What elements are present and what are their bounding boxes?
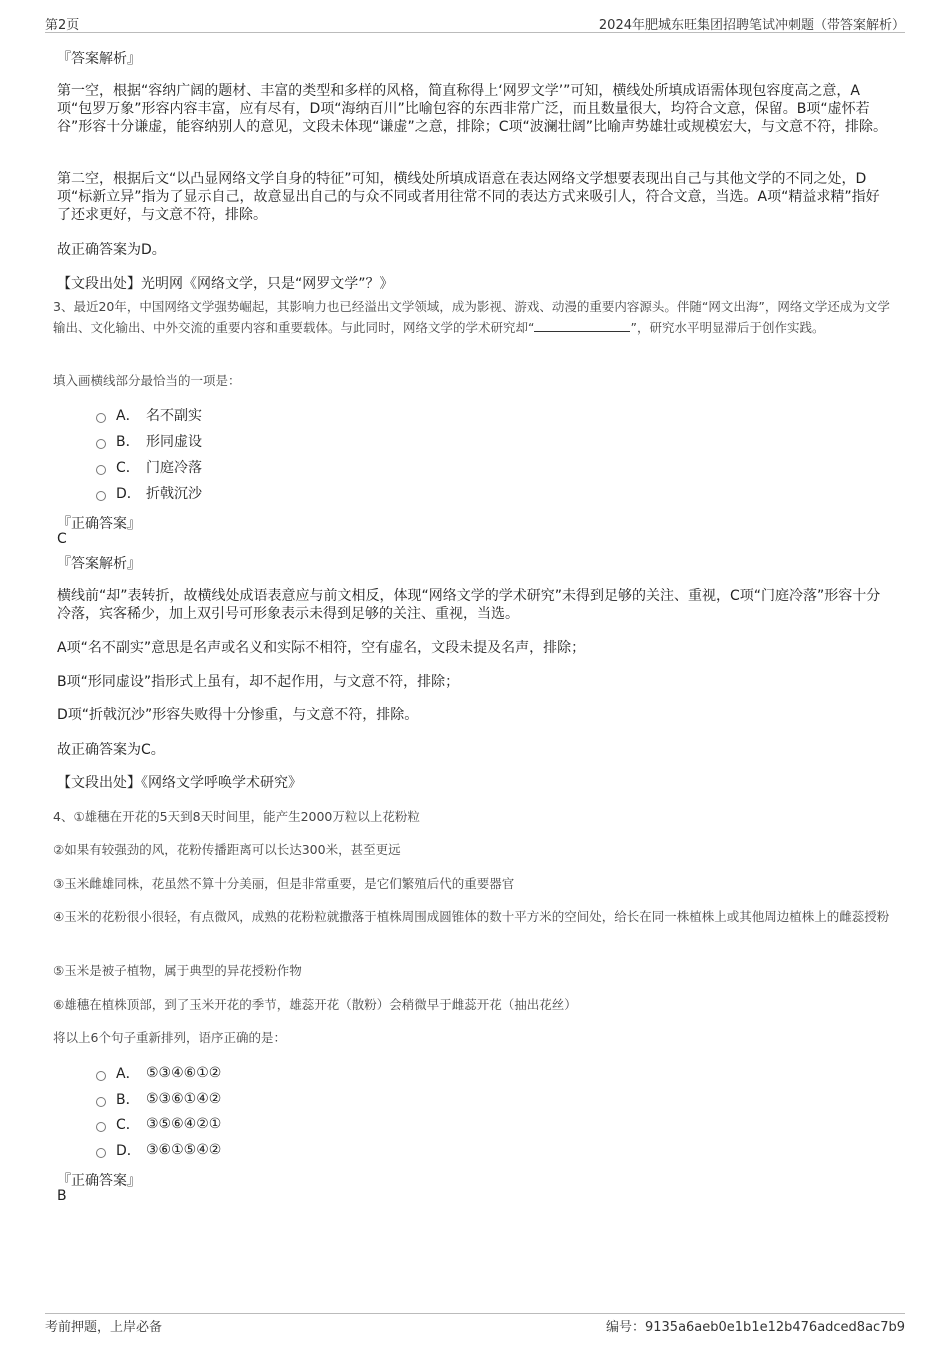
q3-option-b[interactable]: B． 形同虚设 bbox=[96, 431, 202, 451]
radio-icon[interactable] bbox=[96, 1148, 106, 1158]
radio-icon[interactable] bbox=[96, 1097, 106, 1107]
q3-prompt: 填入画横线部分最恰当的一项是： bbox=[53, 373, 241, 388]
q4-option-a[interactable]: A． ⑤③④⑥①② bbox=[96, 1063, 221, 1083]
q3-analysis-p3: B项“形同虚设”指形式上虽有，却不起作用，与文意不符，排除； bbox=[57, 674, 460, 690]
q2-conclusion: 故正确答案为D。 bbox=[57, 242, 166, 258]
q3-analysis-label: 『答案解析』 bbox=[57, 556, 141, 572]
radio-icon[interactable] bbox=[96, 491, 106, 501]
q3-option-d[interactable]: D． 折戟沉沙 bbox=[96, 483, 202, 503]
q4-answer: B bbox=[57, 1188, 67, 1204]
q3-analysis-p4: D项“折戟沉沙”形容失败得十分惨重，与文意不符，排除。 bbox=[57, 707, 419, 723]
q4-option-c[interactable]: C． ③⑤⑥④②① bbox=[96, 1114, 221, 1134]
q3-option-a[interactable]: A． 名不副实 bbox=[96, 405, 202, 425]
q3-analysis-p2: A项“名不副实”意思是名声或名义和实际不相符，空有虚名，文段未提及名声，排除； bbox=[57, 640, 586, 656]
radio-icon[interactable] bbox=[96, 1122, 106, 1132]
q4-sentence-5: ⑤玉米是被子植物，属于典型的异花授粉作物 bbox=[53, 963, 302, 978]
q3-answer-label: 『正确答案』 bbox=[57, 516, 141, 532]
q2-source: 【文段出处】光明网《网络文学，只是“网罗文学”？》 bbox=[57, 276, 394, 292]
document-title: 2024年肥城东旺集团招聘笔试冲刺题（带答案解析） bbox=[598, 18, 905, 33]
q3-option-c[interactable]: C． 门庭冷落 bbox=[96, 457, 202, 477]
page-footer bbox=[45, 1313, 905, 1336]
q2-analysis-label: 『答案解析』 bbox=[57, 51, 141, 67]
q3-stem: 3、最近20年，中国网络文学强势崛起，其影响力也已经溢出文学领域，成为影视、游戏、动漫的重要内容源头。伴随“网文出海”，网络文学还成为文学输出、文化输出、中外交流的重要内容和重要载体。与此同时，网络文学的学术研究却“ ”，研究水平明显滞后于创作实践。 bbox=[53, 299, 890, 335]
q4-sentence-4: ④玉米的花粉很小很轻，有点微风，成熟的花粉粒就撒落于植株周围成圆锥体的数十平方米的空间处，给长在同一株植株上或其他周边植株上的雌蕊授粉 bbox=[53, 909, 890, 924]
radio-icon[interactable] bbox=[96, 439, 106, 449]
page-number: 第2页 bbox=[45, 18, 80, 33]
q2-analysis-p1: 第一空，根据“容纳广阔的题材、丰富的类型和多样的风格，简直称得上‘网罗文学’”可知，横线处所填成语需体现包容度高之意，A项“包罗万象”形容内容丰富，应有尽有，D项“海纳百川”比喻包容的东西非常广泛，而且数量很大，均符合文意，保留。B项“虚怀若谷”形容十分谦虚，能容纳别人的意见，文段未体现“谦虚”之意，排除；C项“波澜壮阔”比喻声势雄壮或规模宏大，与文意不符，排除。 bbox=[57, 83, 888, 135]
q4-sentence-1: 4、①雄穗在开花的5天到8天时间里，能产生2000万粒以上花粉粒 bbox=[53, 809, 420, 824]
radio-icon[interactable] bbox=[96, 1071, 106, 1081]
footer-slogan: 考前押题，上岸必备 bbox=[45, 1320, 163, 1335]
q4-sentence-2: ②如果有较强劲的风，花粉传播距离可以长达300米，甚至更远 bbox=[53, 842, 401, 857]
document-id: 编号：9135a6aeb0e1b1e12b476adced8ac7b9 bbox=[605, 1320, 905, 1335]
radio-icon[interactable] bbox=[96, 413, 106, 423]
q3-conclusion: 故正确答案为C。 bbox=[57, 742, 165, 758]
q4-answer-label: 『正确答案』 bbox=[57, 1173, 141, 1189]
q3-source: 【文段出处】《网络文学呼唤学术研究》 bbox=[57, 775, 302, 791]
q4-sentence-6: ⑥雄穗在植株顶部，到了玉米开花的季节，雄蕊开花（散粉）会稍微早于雌蕊开花（抽出花丝） bbox=[53, 997, 577, 1012]
fill-blank bbox=[534, 320, 630, 332]
q4-option-d[interactable]: D． ③⑥①⑤④② bbox=[96, 1140, 221, 1160]
page-header bbox=[45, 12, 905, 33]
q4-option-b[interactable]: B． ⑤③⑥①④② bbox=[96, 1089, 221, 1109]
q4-sentence-3: ③玉米雌雄同株，花虽然不算十分美丽，但是非常重要，是它们繁殖后代的重要器官 bbox=[53, 876, 515, 891]
q2-analysis-p2: 第二空，根据后文“以凸显网络文学自身的特征”可知，横线处所填成语意在表达网络文学想要表现出自己与其他文学的不同之处，D项“标新立异”指为了显示自己，故意显出自己的与众不同或者用往常不同的表达方式来吸引人，符合文意，当选。A项“精益求精”指好了还求更好，与文意不符，排除。 bbox=[57, 171, 880, 223]
radio-icon[interactable] bbox=[96, 465, 106, 475]
q4-prompt: 将以上6个句子重新排列，语序正确的是： bbox=[53, 1030, 286, 1045]
q3-answer: C bbox=[57, 531, 67, 547]
q3-analysis-p1: 横线前“却”表转折，故横线处成语表意应与前文相反，体现“网络文学的学术研究”未得到足够的关注、重视，C项“门庭冷落”形容十分冷落，宾客稀少，加上双引号可形象表示未得到足够的关注、重视，当选。 bbox=[57, 588, 881, 622]
